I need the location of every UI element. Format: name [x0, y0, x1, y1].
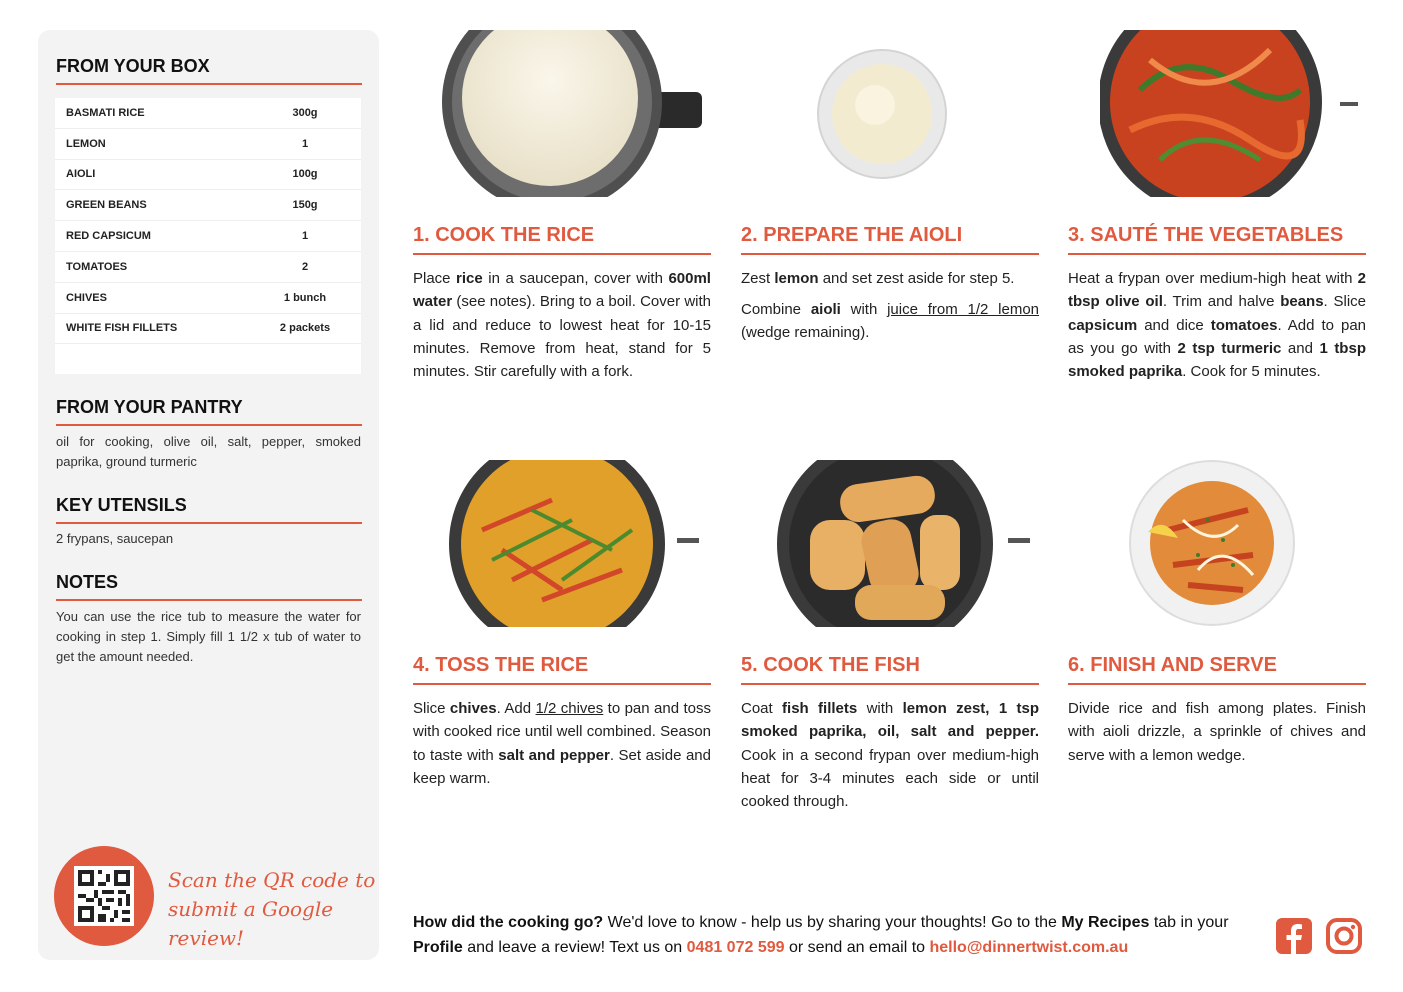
- plated-dish-photo: [1128, 460, 1298, 627]
- step-5-text: [741, 697, 1039, 813]
- ingredient-name: CHIVES: [66, 291, 107, 304]
- step-1-text: [413, 267, 711, 383]
- footer-text: tab in your: [1149, 914, 1229, 931]
- ingredient-qty: 150g: [292, 199, 318, 212]
- step-4-title: 4. TOSS THE RICE: [413, 654, 711, 685]
- table-row: [55, 221, 361, 252]
- step-ingredient: fish fillets: [782, 700, 858, 717]
- step-3-title: 3. SAUTÉ THE VEGETABLES: [1068, 224, 1366, 255]
- step-ingredient: lemon zest, 1 tsp smoked paprika, oil, salt and pepper.: [741, 700, 1040, 741]
- ingredient-qty: 300g: [292, 106, 318, 119]
- ingredient-qty: 1: [301, 230, 309, 243]
- qr-caption: [168, 866, 379, 953]
- step-ingredient: rice: [456, 270, 483, 287]
- footer-profile: Profile: [413, 939, 463, 956]
- step-ingredient: 600ml water: [413, 270, 711, 311]
- step-underlined: 1/2 chives: [535, 700, 604, 717]
- step-6-text: [1068, 697, 1366, 767]
- step-ingredient: lemon: [774, 270, 819, 287]
- box-ingredients-table: [55, 98, 361, 374]
- ingredient-name: TOMATOES: [66, 260, 128, 273]
- notes-text: You can use the rice tub to measure the water for cooking in step 1. Simply fill 1 1/2 x tub of water to get the amount needed.: [56, 609, 361, 664]
- step-text: and dice: [1137, 316, 1211, 334]
- table-row: [55, 160, 361, 191]
- table-row: [55, 252, 361, 283]
- qr-badge: [54, 846, 154, 946]
- step-text: . Add: [496, 700, 536, 717]
- table-row: [55, 314, 361, 345]
- step-4-text: [413, 697, 711, 790]
- table-row: [55, 129, 361, 160]
- pantry-text: oil for cooking, olive oil, salt, pepper, smoked paprika, ground turmeric: [56, 434, 361, 469]
- footer-text: or send an email to: [784, 939, 930, 956]
- qr-caption-line: submit a Google review!: [168, 897, 334, 950]
- step-6-title: 6. FINISH AND SERVE: [1068, 654, 1366, 685]
- step-text: and: [1281, 339, 1320, 357]
- step-text: Combine: [741, 301, 811, 318]
- qr-caption-line: Scan the QR code to: [168, 868, 376, 892]
- step-text: Cook in a second frypan over medium-high heat for 3-4 minutes each side or until cooked through.: [741, 746, 1039, 811]
- vegetables-pan-photo: [1100, 30, 1360, 197]
- step-text: with: [840, 301, 888, 318]
- step-text: to pan and toss with cooked rice until well combined. Season to taste with: [413, 700, 711, 764]
- qr-code-icon[interactable]: [74, 866, 134, 926]
- step-text: . Add to pan as you go with: [1068, 316, 1366, 357]
- step-text: Divide rice and fish among plates. Finish with aioli drizzle, a sprinkle of chives and serve with a lemon wedge.: [1068, 700, 1366, 764]
- box-title: FROM YOUR BOX: [56, 56, 362, 85]
- ingredient-qty: 100g: [292, 168, 318, 181]
- notes-title: NOTES: [56, 572, 362, 601]
- ingredient-qty: 1 bunch: [283, 291, 327, 304]
- step-underlined: juice from 1/2 lemon: [887, 301, 1040, 318]
- step-ingredient: beans: [1280, 293, 1324, 311]
- step-ingredient: 2 tbsp olive oil: [1068, 270, 1366, 311]
- table-row: [55, 98, 361, 129]
- step-2-text: [741, 267, 1039, 290]
- aioli-bowl-photo: [815, 47, 950, 182]
- ingredient-qty: 2 packets: [279, 322, 331, 335]
- fish-pan-photo: [770, 460, 1030, 627]
- ingredient-name: AIOLI: [66, 168, 96, 181]
- table-row: [55, 190, 361, 221]
- step-text: Coat: [741, 700, 783, 717]
- step-ingredient: aioli: [810, 301, 841, 318]
- rice-pan-photo: [442, 460, 702, 627]
- step-ingredient: tomatoes: [1210, 316, 1278, 334]
- rice-pot-photo: [442, 30, 702, 197]
- ingredient-qty: 2: [301, 260, 309, 273]
- step-text: in a saucepan, cover with: [482, 270, 669, 287]
- step-text: Zest: [741, 270, 775, 287]
- ingredient-name: BASMATI RICE: [66, 106, 145, 119]
- step-text: . Set aside and keep warm.: [413, 746, 711, 787]
- step-ingredient: 2 tsp turmeric: [1177, 339, 1282, 357]
- sidebar: [38, 30, 379, 960]
- utensils-title: KEY UTENSILS: [56, 495, 362, 524]
- ingredient-name: RED CAPSICUM: [66, 230, 151, 243]
- step-text: . Trim and halve: [1162, 293, 1281, 311]
- utensils-text: 2 frypans, saucepan: [56, 531, 174, 546]
- step-ingredient: chives: [449, 700, 497, 717]
- step-ingredient: 1 tbsp smoked paprika: [1068, 339, 1366, 381]
- facebook-icon[interactable]: [1275, 917, 1313, 955]
- step-text: Slice: [413, 700, 450, 717]
- step-3-text: [1068, 267, 1366, 383]
- phone-link[interactable]: 0481 072 599: [686, 939, 785, 956]
- step-text: (see notes). Bring to a boil. Cover with a lid and reduce to lowest heat for 10-15 minutes. Remove from heat, stand for 5 minutes. Stir carefully with a fork.: [413, 293, 711, 381]
- table-spacer: [55, 344, 361, 374]
- step-text: Heat a frypan over medium-high heat with: [1068, 270, 1358, 287]
- step-text: . Cook for 5 minutes.: [1182, 363, 1321, 381]
- ingredient-name: WHITE FISH FILLETS: [66, 322, 178, 335]
- ingredient-name: GREEN BEANS: [66, 199, 147, 212]
- step-ingredient: capsicum: [1068, 316, 1138, 334]
- footer-text: and leave a review! Text us on: [462, 939, 687, 956]
- ingredient-name: LEMON: [66, 137, 106, 150]
- step-text: (wedge remaining).: [741, 324, 870, 342]
- step-text: with: [857, 700, 903, 717]
- footer-text: We'd love to know - help us by sharing your thoughts! Go to the: [603, 914, 1062, 931]
- instagram-icon[interactable]: [1325, 917, 1363, 955]
- email-link[interactable]: hello@dinnertwist.com.au: [929, 939, 1129, 956]
- pantry-title: FROM YOUR PANTRY: [56, 397, 362, 426]
- step-2-title: 2. PREPARE THE AIOLI: [741, 224, 1039, 255]
- footer-question: How did the cooking go?: [413, 914, 604, 931]
- step-1-title: 1. COOK THE RICE: [413, 224, 711, 255]
- step-5-title: 5. COOK THE FISH: [741, 654, 1039, 685]
- step-ingredient: salt and pepper: [498, 746, 610, 764]
- table-row: [55, 283, 361, 314]
- step-text: . Slice: [1323, 293, 1366, 311]
- feedback-footer: [413, 910, 1263, 960]
- step-text: Place: [413, 270, 457, 287]
- footer-my-recipes: My Recipes: [1061, 914, 1150, 931]
- ingredient-qty: 1: [301, 137, 309, 150]
- step-2-text-2: [741, 298, 1039, 345]
- step-text: and set zest aside for step 5.: [818, 270, 1015, 287]
